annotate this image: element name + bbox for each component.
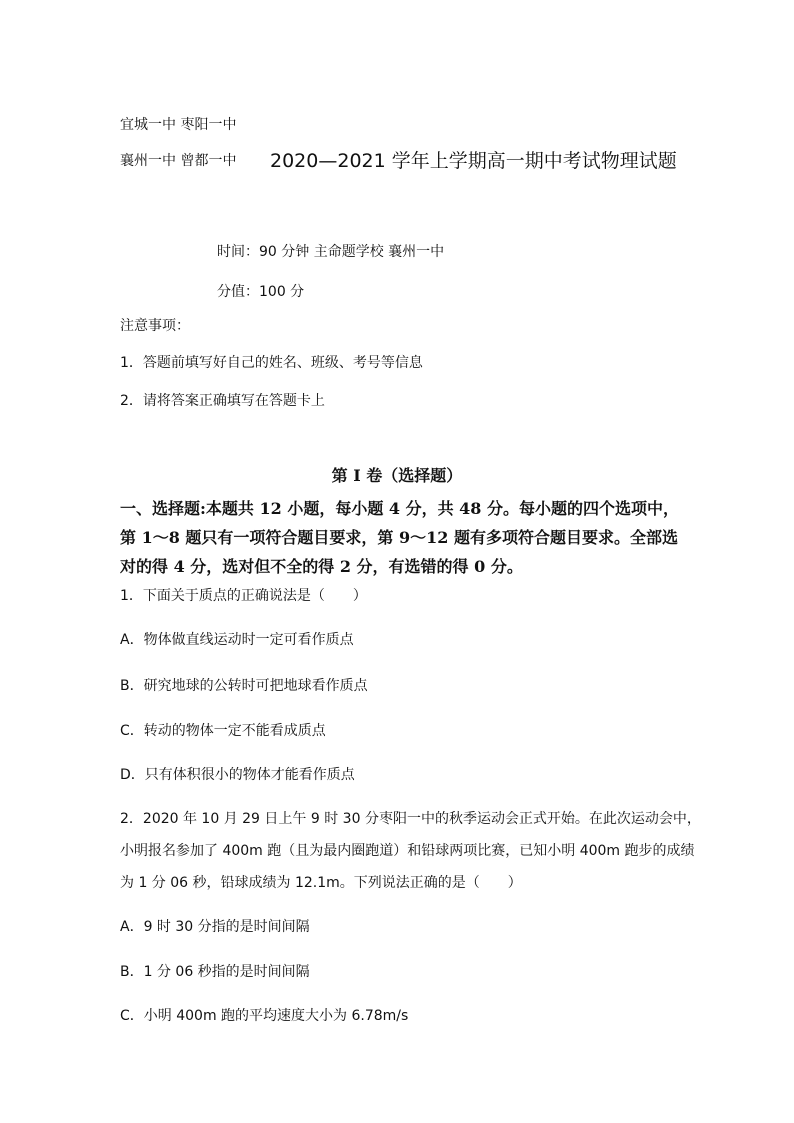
question-2-option-b: B．1 分 06 秒指的是时间间隔 xyxy=(120,964,310,980)
exam-time-line: 时间：90 分钟 主命题学校 襄州一中 xyxy=(217,244,445,260)
question-2-stem-line: 小明报名参加了 400m 跑（且为最内圈跑道）和铅球两项比赛，已知小明 400m 跑步的成绩 xyxy=(120,843,695,859)
section-instructions: 一、选择题:本题共 12 小题，每小题 4 分，共 48 分。每小题的四个选项中，第 1～8 题只有一项符合题目要求，第 9～12 题有多项符合题目要求。全部选对的得 4 分，选对但不全的得 2 分，有选错的得 0 分。 xyxy=(120,499,679,576)
section-title: 第 I 卷（选择题） xyxy=(331,466,463,485)
school-names-line-1: 宜城一中 枣阳一中 xyxy=(120,117,237,133)
question-1-option-b: B．研究地球的公转时可把地球看作质点 xyxy=(120,678,368,694)
exam-score-line: 分值：100 分 xyxy=(217,284,305,300)
exam-title: 2020—2021 学年上学期高一期中考试物理试题 xyxy=(270,150,677,172)
notes-heading: 注意事项： xyxy=(120,318,190,334)
question-2-option-a: A．9 时 30 分指的是时间间隔 xyxy=(120,919,310,935)
school-names-line-2: 襄州一中 曾都一中 xyxy=(120,153,237,169)
question-1-option-a: A．物体做直线运动时一定可看作质点 xyxy=(120,632,354,648)
question-1-option-c: C．转动的物体一定不能看成质点 xyxy=(120,723,326,739)
question-1-stem: 1．下面关于质点的正确说法是（ ） xyxy=(120,588,367,604)
question-2-stem-line: 2．2020 年 10 月 29 日上午 9 时 30 分枣阳一中的秋季运动会正式开始。在此次运动会中， xyxy=(120,811,701,827)
note-item: 1．答题前填写好自己的姓名、班级、考号等信息 xyxy=(120,355,423,371)
question-2-stem-line: 为 1 分 06 秒，铅球成绩为 12.1m。下列说法正确的是（ ） xyxy=(120,875,522,891)
question-2-option-c: C．小明 400m 跑的平均速度大小为 6.78m/s xyxy=(120,1008,409,1024)
note-item: 2．请将答案正确填写在答题卡上 xyxy=(120,393,325,409)
question-1-option-d: D．只有体积很小的物体才能看作质点 xyxy=(120,767,355,783)
